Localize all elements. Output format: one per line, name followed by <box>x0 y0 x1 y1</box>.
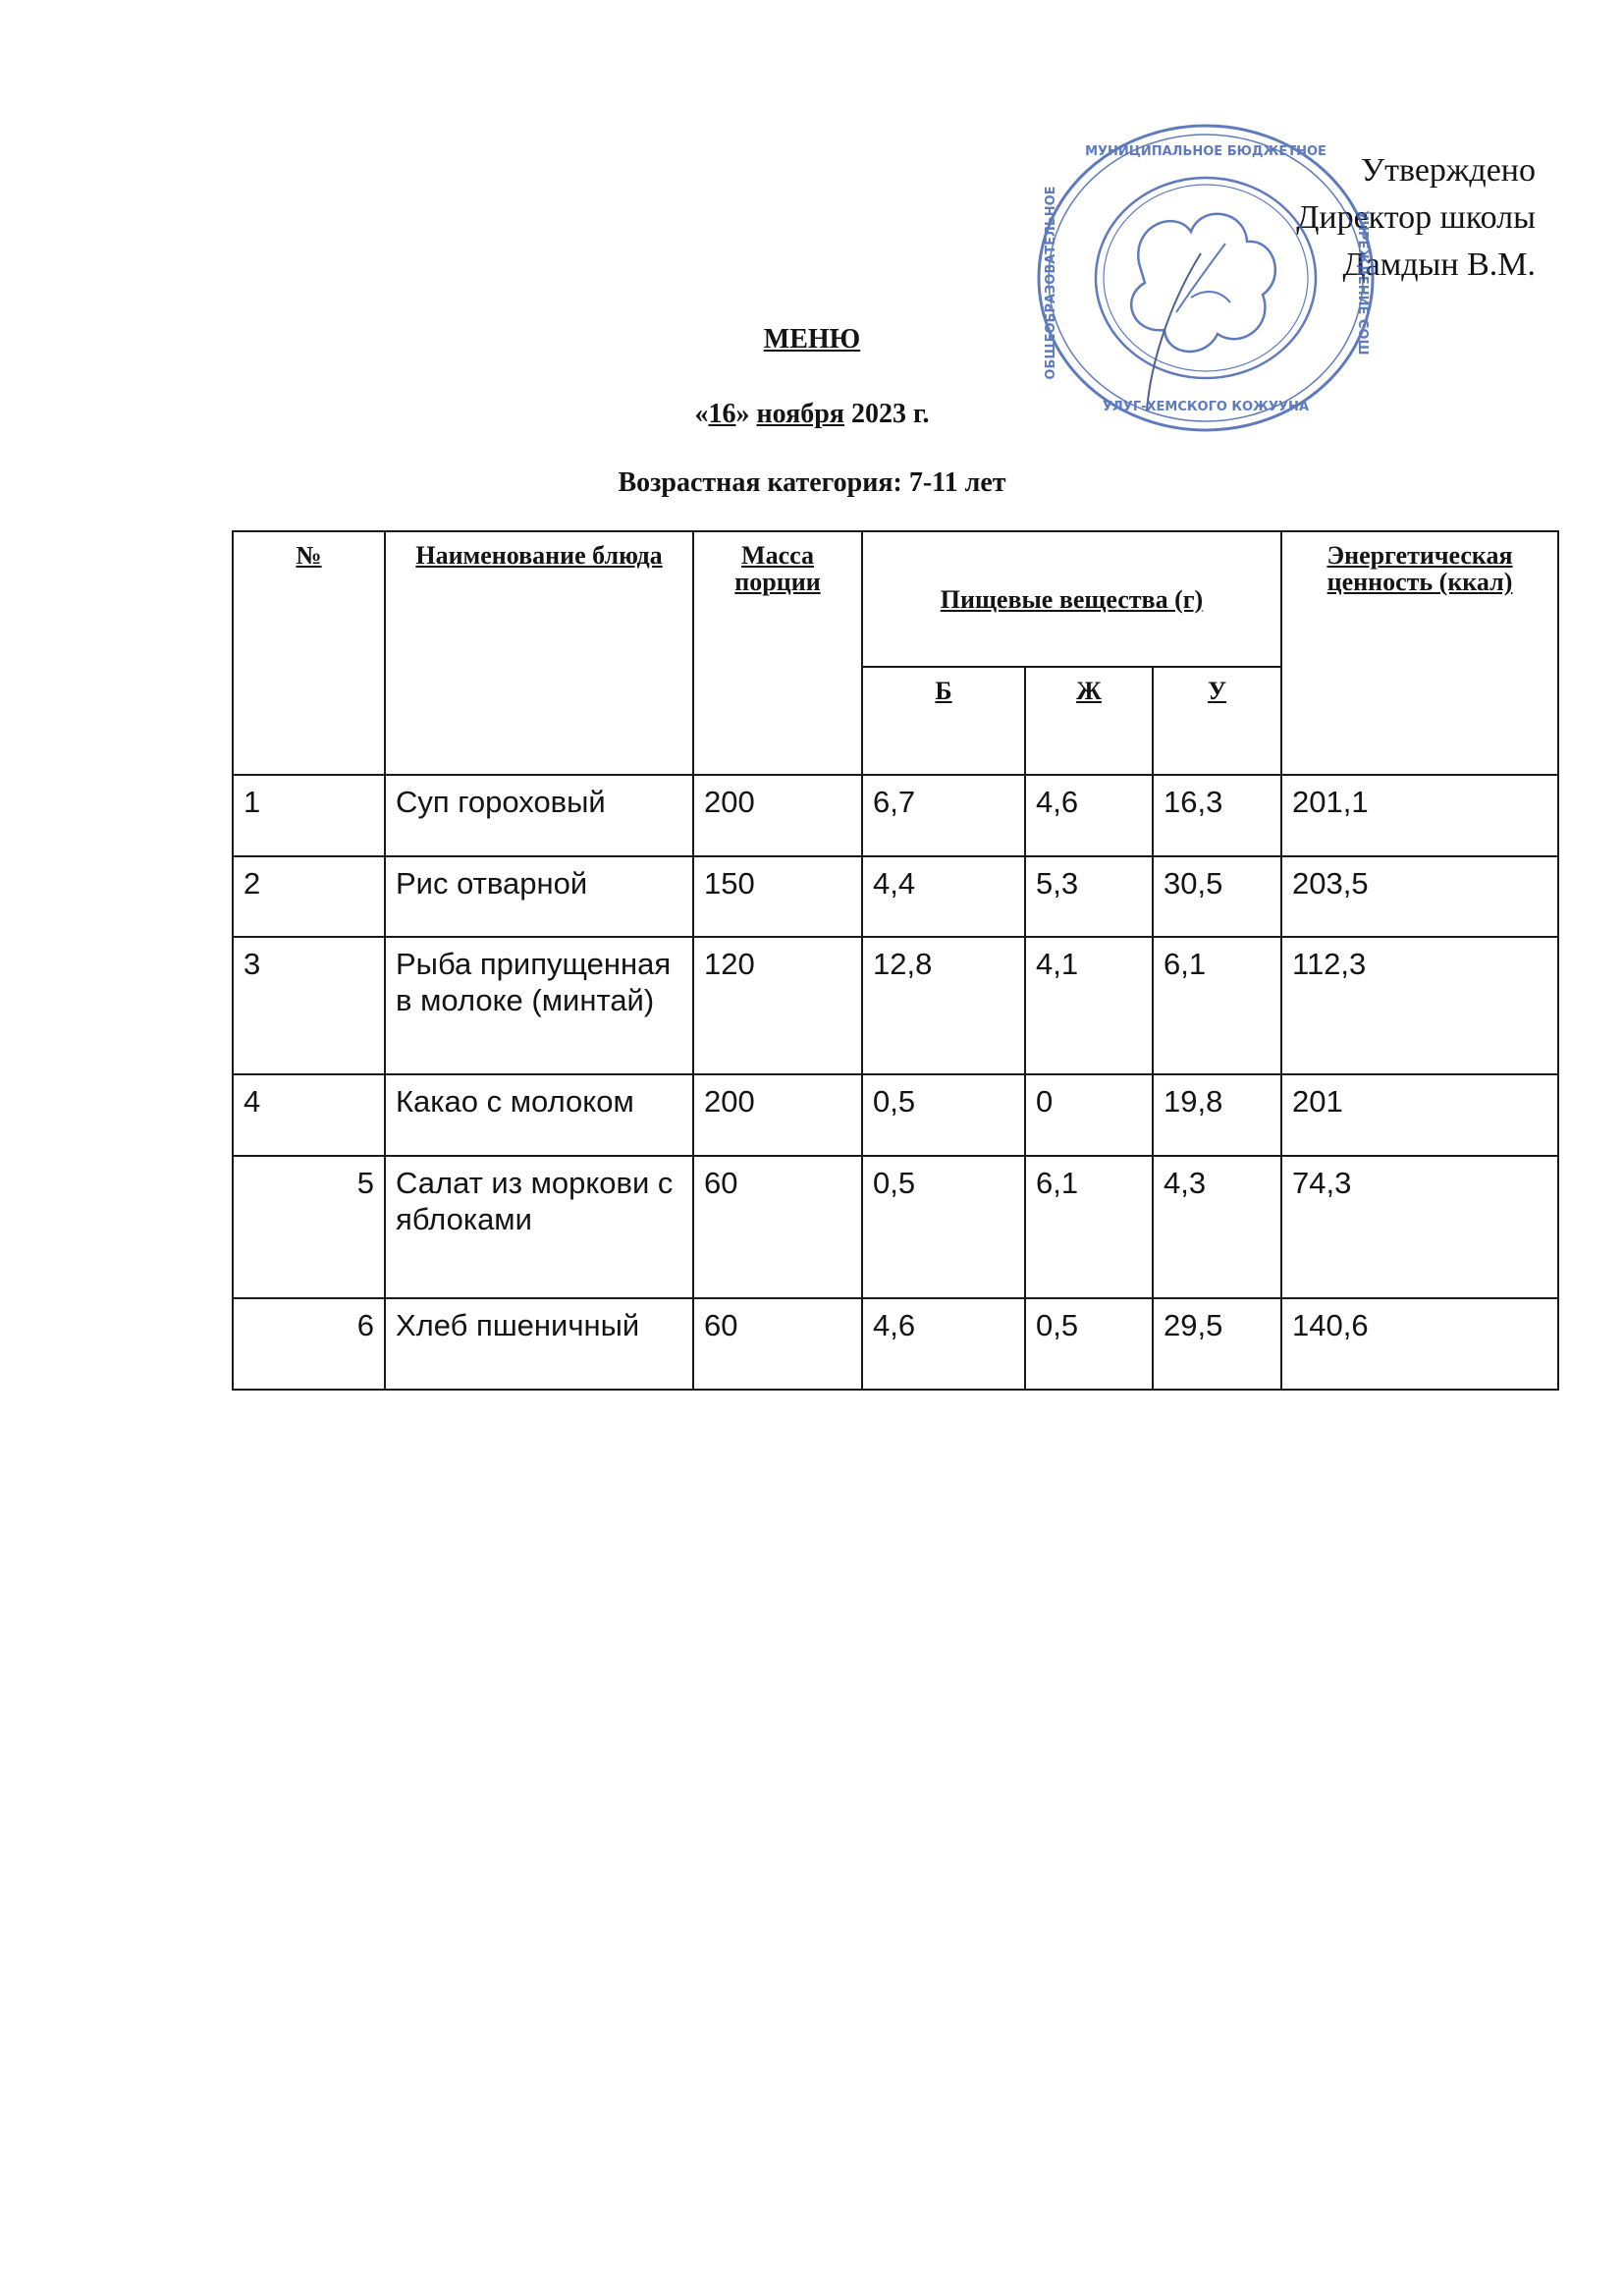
row-mass: 150 <box>693 856 862 937</box>
row-mass: 200 <box>693 775 862 856</box>
date-year: 2023 г. <box>850 399 930 429</box>
row-dish-name: Суп гороховый <box>385 775 693 856</box>
date-day: 16 <box>708 399 736 429</box>
table-row <box>233 775 1558 856</box>
row-carbs: 29,5 <box>1153 1298 1281 1390</box>
row-energy: 203,5 <box>1281 856 1558 937</box>
header-nutrients: Пищевые вещества (г) <box>862 531 1281 667</box>
row-protein: 4,6 <box>862 1298 1025 1390</box>
date-close-quote: » <box>735 399 750 429</box>
page-title: МЕНЮ <box>763 324 861 355</box>
row-mass: 60 <box>693 1298 862 1390</box>
header-fat: Ж <box>1025 667 1153 775</box>
row-fat: 0 <box>1025 1074 1153 1156</box>
header-energy: Энергетическая ценность (ккал) <box>1281 531 1558 775</box>
row-dish-name: Рис отварной <box>385 856 693 937</box>
row-fat: 5,3 <box>1025 856 1153 937</box>
row-fat: 4,6 <box>1025 775 1153 856</box>
table-row <box>233 856 1558 937</box>
menu-table <box>232 530 1559 1391</box>
row-carbs: 16,3 <box>1153 775 1281 856</box>
header-protein: Б <box>862 667 1025 775</box>
row-fat: 4,1 <box>1025 937 1153 1074</box>
row-protein: 4,4 <box>862 856 1025 937</box>
age-category: Возрастная категория: 7-11 лет <box>618 467 1006 498</box>
row-protein: 6,7 <box>862 775 1025 856</box>
row-protein: 12,8 <box>862 937 1025 1074</box>
row-energy: 74,3 <box>1281 1156 1558 1298</box>
approval-label: Утверждено <box>1361 152 1536 189</box>
approval-signatory: Дамдын В.М. <box>1342 246 1536 283</box>
row-num: 5 <box>233 1156 385 1298</box>
table-row <box>233 1298 1558 1390</box>
row-fat: 6,1 <box>1025 1156 1153 1298</box>
menu-date <box>0 399 1624 430</box>
table-row <box>233 937 1558 1074</box>
date-open-quote: « <box>694 399 709 429</box>
row-num: 3 <box>233 937 385 1074</box>
row-energy: 201 <box>1281 1074 1558 1156</box>
svg-text:МУНИЦИПАЛЬНОЕ БЮДЖЕТНОЕ: МУНИЦИПАЛЬНОЕ БЮДЖЕТНОЕ <box>1085 144 1326 159</box>
header-num: № <box>233 531 385 775</box>
row-dish-name: Какао с молоком <box>385 1074 693 1156</box>
row-mass: 120 <box>693 937 862 1074</box>
row-dish-name: Рыба припущенная в молоке (минтай) <box>385 937 693 1074</box>
row-mass: 200 <box>693 1074 862 1156</box>
row-num: 1 <box>233 775 385 856</box>
row-carbs: 6,1 <box>1153 937 1281 1074</box>
date-month: ноября <box>756 399 844 429</box>
approval-position: Директор школы <box>1296 199 1536 236</box>
svg-text:УЛУГ-ХЕМСКОГО КОЖУУНА: УЛУГ-ХЕМСКОГО КОЖУУНА <box>1102 400 1310 414</box>
table-row <box>233 1156 1558 1298</box>
row-energy: 201,1 <box>1281 775 1558 856</box>
row-carbs: 30,5 <box>1153 856 1281 937</box>
header-name: Наименование блюда <box>385 531 693 775</box>
row-carbs: 4,3 <box>1153 1156 1281 1298</box>
row-protein: 0,5 <box>862 1074 1025 1156</box>
official-stamp-icon <box>1029 116 1382 440</box>
table-row <box>233 1074 1558 1156</box>
row-carbs: 19,8 <box>1153 1074 1281 1156</box>
row-fat: 0,5 <box>1025 1298 1153 1390</box>
row-protein: 0,5 <box>862 1156 1025 1298</box>
svg-text:УЧРЕЖДЕНИЕ СОШ: УЧРЕЖДЕНИЕ СОШ <box>1355 210 1370 355</box>
row-dish-name: Хлеб пшеничный <box>385 1298 693 1390</box>
header-carbs: У <box>1153 667 1281 775</box>
row-num: 6 <box>233 1298 385 1390</box>
row-num: 4 <box>233 1074 385 1156</box>
row-mass: 60 <box>693 1156 862 1298</box>
header-mass: Масса порции <box>693 531 862 775</box>
svg-text:ОБЩЕОБРАЗОВАТЕЛЬНОЕ: ОБЩЕОБРАЗОВАТЕЛЬНОЕ <box>1044 186 1058 380</box>
row-energy: 112,3 <box>1281 937 1558 1074</box>
row-dish-name: Салат из моркови с яблоками <box>385 1156 693 1298</box>
row-energy: 140,6 <box>1281 1298 1558 1390</box>
row-num: 2 <box>233 856 385 937</box>
